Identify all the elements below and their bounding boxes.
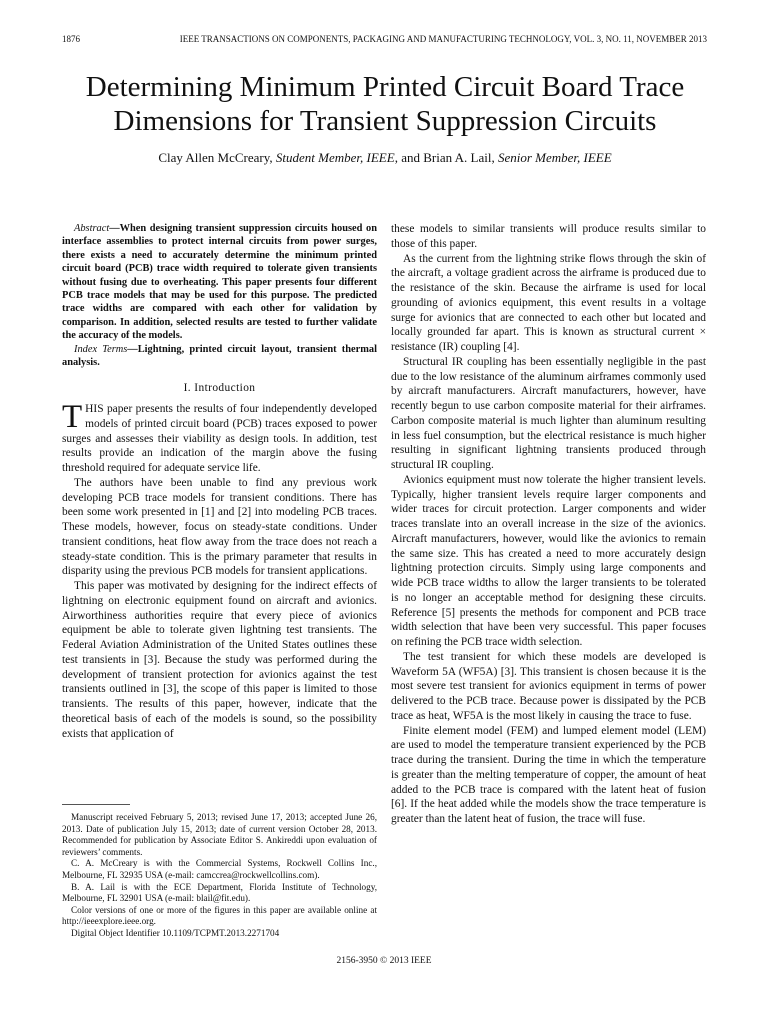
- author-1-name: Clay Allen McCreary,: [158, 150, 273, 165]
- page-number: 1876: [62, 34, 80, 44]
- footnote-rule: [62, 804, 130, 805]
- intro-paragraph-2: The authors have been unable to find any previous work developing PCB trace models for transient conditions. There has been some work presented in [1] and [2] into modeling PCB traces. These models, however, focus on steady-state conditions. Under transient conditions, heat flow away from the trace does not reach a steady-state condition. This is the primary parameter that results in disparity using the previous PCB models for transient applications.: [62, 476, 377, 578]
- intro-paragraph-1: [62, 399, 377, 476]
- abstract-label: Abstract: [74, 223, 110, 234]
- section-heading: I. Introduction: [183, 382, 256, 395]
- left-column: [62, 222, 377, 741]
- footnotes: [62, 804, 377, 940]
- footnote-author-2: B. A. Lail is with the ECE Department, Florida Institute of Technology, Melbourne, FL 32901 USA (e-mail: blail@fit.edu).: [62, 881, 377, 904]
- abstract-text: —When designing transient suppression circuits housed on interface assemblies to protect internal circuits from power surges, there exists a need to accurately determine the minimum printed circuit board (PCB) trace width required to tolerate given transients without fusing due to overheating. This paper presents four different PCB trace models that may be used for this purpose. The predicted trace widths are compared with each other for validation by comparison. In addition, selected results are tested to further validate the accuracy of the models.: [62, 223, 377, 342]
- footnote-manuscript: Manuscript received February 5, 2013; revised June 17, 2013; accepted June 26, 2013. Date of publication July 15, 2013; date of current version October 28, 2013. Recommended for publication by Associate Editor S. Ankireddi upon evaluation of reviewers’ comments.: [62, 812, 377, 857]
- right-column: [391, 222, 706, 827]
- footnote-author-1: C. A. McCreary is with the Commercial Systems, Rockwell Collins Inc., Melbourne, FL 32935 USA (e-mail: camccrea@rockwellcollins.com).: [62, 858, 377, 880]
- abstract: [62, 222, 377, 343]
- body-paragraph-2: Structural IR coupling has been essentially negligible in the past due to the low resistance of the aluminum airframes commonly used by aircraft manufacturers. Aircraft manufacturers, however, have recently begun to use carbon composite material for their airframes. Carbon composite material is much lighter than aluminum resulting in less fuel consumption, but the electrical resistance is much higher resulting in significant lightning transients produced through structural IR coupling.: [391, 355, 706, 471]
- author-2-name: , and Brian A. Lail,: [394, 150, 495, 165]
- paper-title: Determining Minimum Printed Circuit Board Trace Dimensions for Transient Suppression Circuits: [85, 71, 685, 137]
- author-line: [40, 150, 730, 166]
- body-paragraph-1: As the current from the lightning strike flows through the skin of the aircraft, a voltage gradient across the airframe is produced due to the resistance of the skin. Because the airframe is used for local grounding of avionics equipment, this event results in a voltage surge for avionics that are connected to each other but located and locally grounded far apart. This is known as structural current × resistance (IR) coupling [4].: [391, 252, 706, 353]
- body-paragraph-0: these models to similar transients will produce results similar to those of this paper.: [391, 223, 706, 250]
- index-terms: [62, 343, 377, 370]
- body-paragraph-3: Avionics equipment must now tolerate the higher transient levels. Typically, higher transient levels require larger components and wider traces for circuit protection. Larger components and wider traces translate into an overall increase in the size of the avionics. Aircraft manufacturers, however, would like the avionics to remain the same size. This has created a need to more accurately design lightning protection circuits. Simply using large components and wide PCB trace widths to allow the larger transients to be tolerated is no longer an acceptable method for designing these circuits. Reference [5] presents the methods for component and PCB trace width selection that have been very successful. This paper focuses on refining the PCB trace width selection.: [391, 473, 706, 648]
- footnote-color: Color versions of one or more of the figures in this paper are available online at http://ieeexplore.ieee.org.: [62, 904, 377, 927]
- page-footer: 2156-3950 © 2013 IEEE: [336, 956, 432, 966]
- drop-cap: T: [62, 399, 83, 436]
- index-terms-label: Index Terms: [74, 343, 128, 355]
- footnote-doi: Digital Object Identifier 10.1109/TCPMT.2013.2271704: [71, 927, 280, 938]
- author-2-role: Senior Member, IEEE: [497, 150, 612, 165]
- body-paragraph-5: Finite element model (FEM) and lumped element model (LEM) are used to model the temperature transient experienced by the PCB trace during the transient. During the time in which the temperature is greater than the melting temperature of copper, the amount of heat added to the PCB trace is compared with the latent heat of fusion [6]. If the heat added while the models show the trace temperature is greater than the latent heat of fusion, the trace will fuse.: [391, 724, 706, 825]
- author-1-role: Student Member, IEEE: [275, 150, 395, 165]
- index-terms-text: —Lightning, printed circuit layout, transient thermal analysis.: [62, 343, 377, 369]
- journal-name: IEEE TRANSACTIONS ON COMPONENTS, PACKAGING AND MANUFACTURING TECHNOLOGY, VOL. 3, NO. 11, NOVEMBER 2013: [179, 34, 707, 44]
- running-header: [62, 34, 707, 48]
- intro-paragraph-3: This paper was motivated by designing for the indirect effects of lightning on electronic equipment found on aircraft and avionics. Airworthiness authorities require that every piece of avionics equipment be able to tolerate given lightning test transients. The Federal Aviation Administration of the United States outlines these test transients in [3]. Because the study was performed during the development of transient protection for avionics against the test transients outlined in [3], the scope of this paper is limited to those transients. The results of this paper, however, indicate that the theoretical basis of each of the models is sound, so the possibility exists that application of: [62, 580, 377, 740]
- intro-paragraph-1-text: HIS paper presents the results of four independently developed models of printed circuit board (PCB) traces exposed to power surges and assesses their viability as design tools. In addition, test results provide an indication of the margin above the fusing threshold required for adequate service life.: [62, 403, 377, 475]
- body-paragraph-4: The test transient for which these models are developed is Waveform 5A (WF5A) [3]. This transient is chosen because it is the most severe test transient for avionics equipment in terms of power delivered to the PCB trace. Because power is dissipated by the PCB trace as heat, WF5A is the most likely in causing the trace to fuse.: [391, 650, 706, 722]
